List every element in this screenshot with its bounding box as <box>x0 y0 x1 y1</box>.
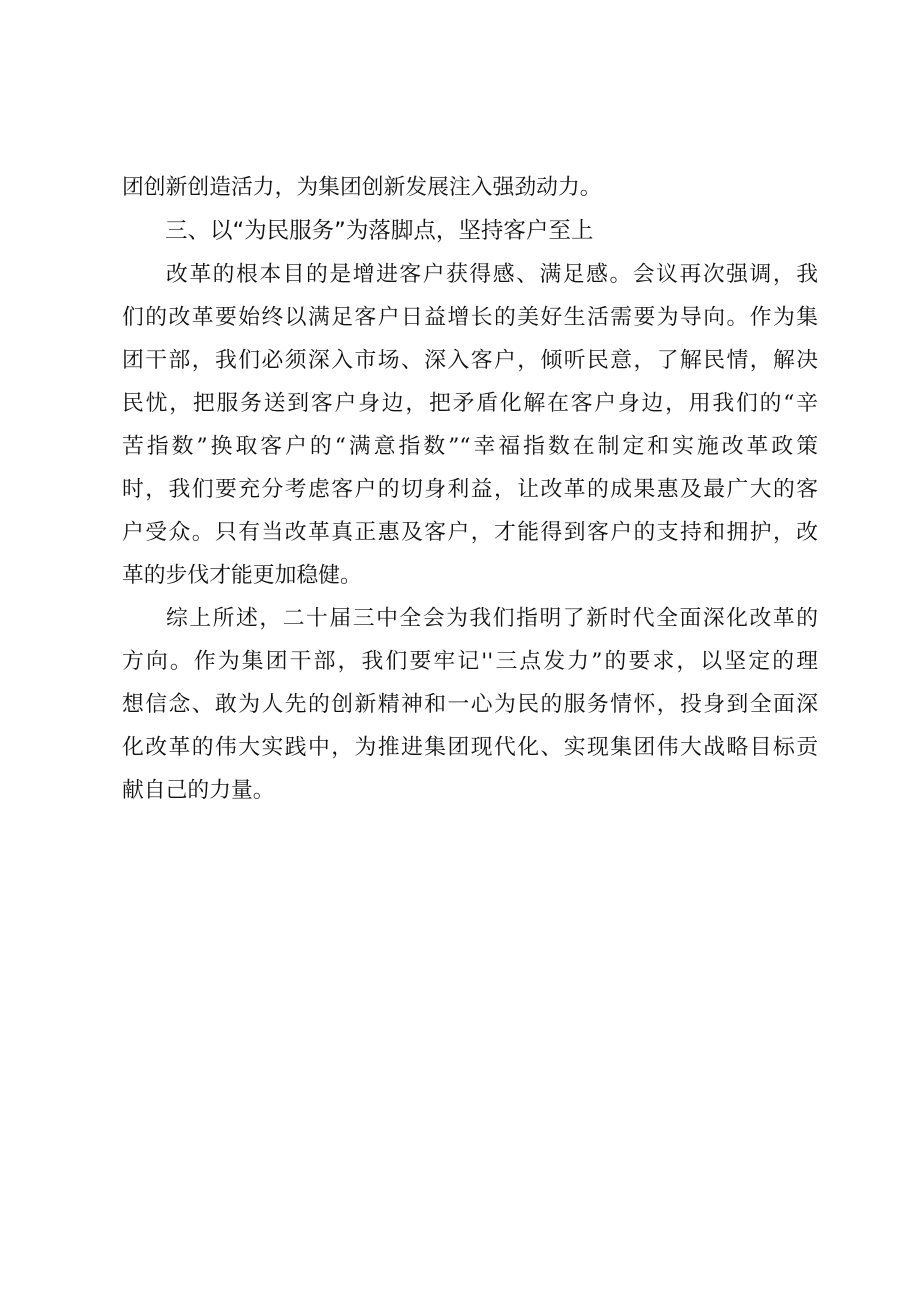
paragraph-line: 改革的根本目的是增进客户获得感、满足感。会议再次强调，我 <box>166 262 818 287</box>
paragraph-line: 献自己的力量。 <box>122 778 275 803</box>
paragraph-line: 革的步伐才能更加稳健。 <box>122 563 362 588</box>
document-body <box>122 166 818 812</box>
section-heading: 三、以“为民服务”为落脚点，坚持客户至上 <box>165 218 594 244</box>
paragraph-reform <box>122 253 818 597</box>
paragraph-line: 户受众。只有当改革真正惠及客户，才能得到客户的支持和拥护，改 <box>122 520 818 545</box>
paragraph-line: 民忧，把服务送到客户身边，把矛盾化解在客户身边，用我们的“辛 <box>122 391 818 416</box>
paragraph-line: 方向。作为集团干部，我们要牢记''三点发力”的要求，以坚定的理 <box>122 649 818 674</box>
paragraph-line: 们的改革要始终以满足客户日益增长的美好生活需要为导向。作为集 <box>122 305 818 330</box>
paragraph-line: 苦指数”换取客户的“满意指数”“幸福指数在制定和实施改革政策 <box>122 434 818 459</box>
paragraph-line: 化改革的伟大实践中，为推进集团现代化、实现集团伟大战略目标贡 <box>122 735 818 760</box>
paragraph-line: 综上所述，二十届三中全会为我们指明了新时代全面深化改革的 <box>166 606 818 631</box>
paragraph-line: 时，我们要充分考虑客户的切身利益，让改革的成果惠及最广大的客 <box>122 477 818 502</box>
paragraph-line: 团干部，我们必须深入市场、深入客户，倾听民意，了解民情，解决 <box>122 348 818 373</box>
paragraph-summary <box>122 597 818 812</box>
paragraph-line: 想信念、敢为人先的创新精神和一心为民的服务情怀，投身到全面深 <box>122 692 818 717</box>
paragraph-continuation <box>122 166 818 209</box>
paragraph-line: 团创新创造活力，为集团创新发展注入强劲动力。 <box>122 175 602 200</box>
